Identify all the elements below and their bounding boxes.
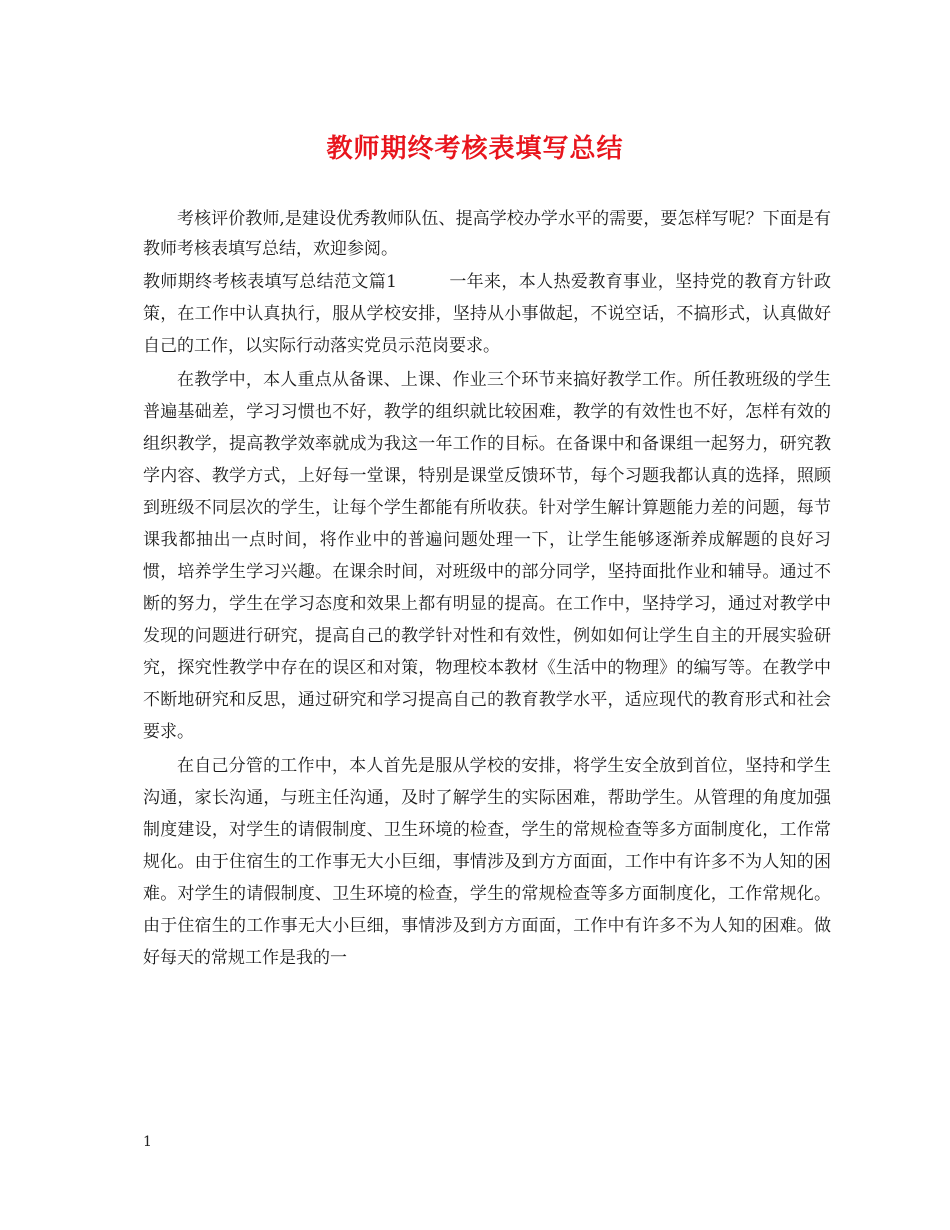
document-title: 教师期终考核表填写总结 — [326, 134, 624, 164]
page-number: 1 — [143, 1134, 152, 1150]
document-body — [143, 204, 831, 974]
paragraph-1-text: 一年来，本人热爱教育事业，坚持党的教育方针政策，在工作中认真执行，服从学校安排，坚持从小事做起，不说空话，不搞形式，认真做好自己的工作，以实际行动落实党员示范岗要求。 — [143, 272, 832, 356]
intro-paragraph: 考核评价教师,是建设优秀教师队伍、提高学校办学水平的需要，要怎样写呢？下面是有教师考核表填写总结，欢迎参阅。 — [143, 209, 831, 259]
section-heading: 教师期终考核表填写总结范文篇1 — [143, 272, 397, 292]
paragraph-2: 在教学中，本人重点从备课、上课、作业三个环节来搞好教学工作。所任教班级的学生普遍基础差，学习习惯也不好，教学的组织就比较困难，教学的有效性也不好，怎样有效的组织教学，提高教学效率就成为我这一年工作的目标。在备课中和备课组一起努力，研究教学内容、教学方式，上好每一堂课，特别是课堂反馈环节，每个习题我都认真的选择，照顾到班级不同层次的学生，让每个学生都能有所收获。针对学生解计算题能力差的问题，每节课我都抽出一点时间，将作业中的普遍问题处理一下，让学生能够逐渐养成解题的良好习惯，培养学生学习兴趣。在课余时间，对班级中的部分同学，坚持面批作业和辅导。通过不断的努力，学生在学习态度和效果上都有明显的提高。在工作中，坚持学习，通过对教学中发现的问题进行研究，提高自己的教学针对性和有效性，例如如何让学生自主的开展实验研究，探究性教学中存在的误区和对策，物理校本教材《生活中的物理》的编写等。在教学中不断地研究和反思，通过研究和学习提高自己的教育教学水平，适应现代的教育形式和社会要求。 — [143, 370, 831, 742]
paragraph-3: 在自己分管的工作中，本人首先是服从学校的安排，将学生安全放到首位，坚持和学生沟通，家长沟通，与班主任沟通，及时了解学生的实际困难，帮助学生。从管理的角度加强制度建设，对学生的请假制度、卫生环境的检查，学生的常规检查等多方面制度化，工作常规化。由于住宿生的工作事无大小巨细，事情涉及到方方面面，工作中有许多不为人知的困难。对学生的请假制度、卫生环境的检查，学生的常规检查等多方面制度化，工作常规化。由于住宿生的工作事无大小巨细，事情涉及到方方面面，工作中有许多不为人知的困难。做好每天的常规工作是我的一 — [143, 756, 831, 968]
section-paragraph-1 — [143, 266, 831, 362]
